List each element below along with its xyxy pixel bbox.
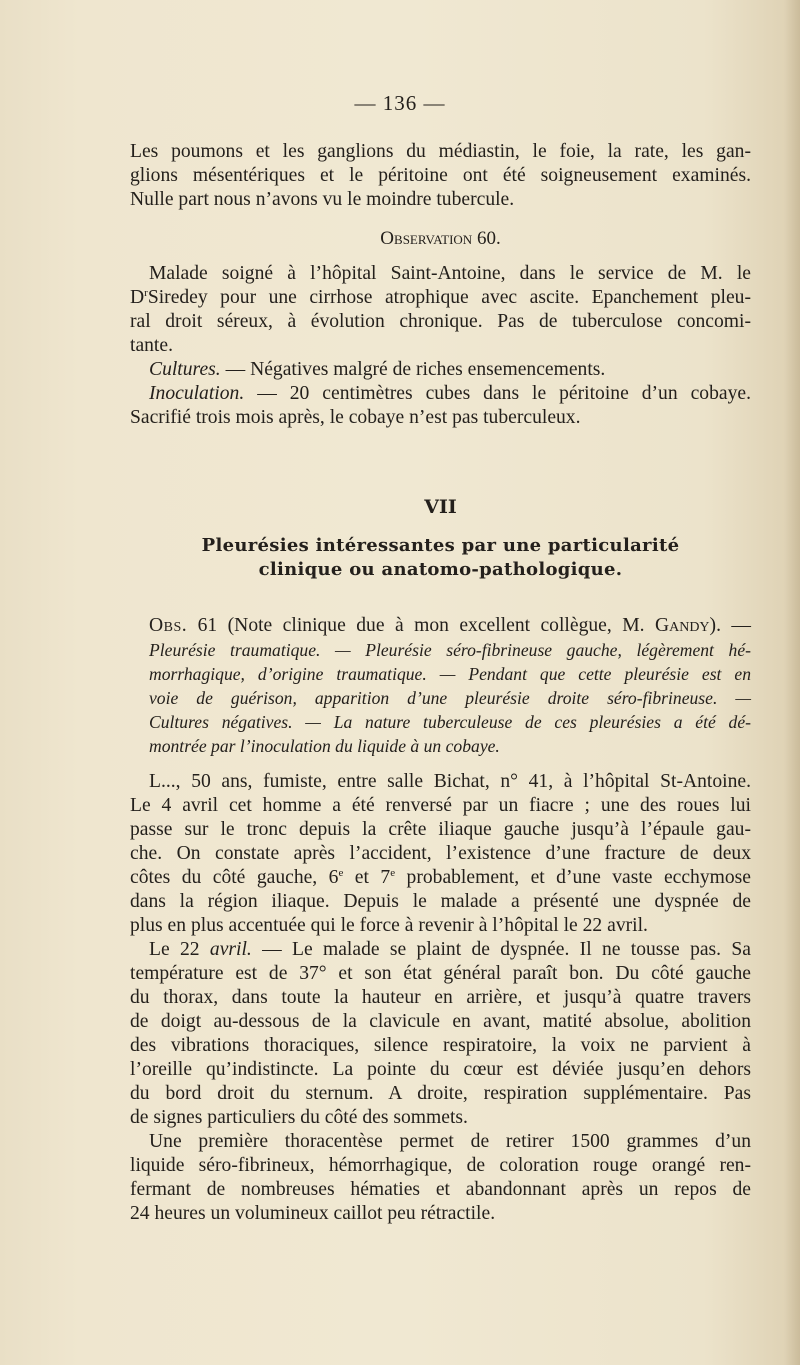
obs61-head-line xyxy=(130,614,751,638)
text-line: L..., 50 ans, fumiste, entre salle Bichat, n° 41, à l’hôpital St-Antoine. xyxy=(149,771,751,792)
paragraph-autopsy xyxy=(130,140,751,212)
text-line: 24 heures un volumineux caillot peu rétractile. xyxy=(130,1203,496,1224)
text-line xyxy=(130,866,751,890)
text-fragment: côtes du côté gauche, 6 xyxy=(130,867,339,888)
text-line: du thorax, dans toute la hauteur en arrière, et jusqu’à quatre travers xyxy=(130,987,751,1008)
case-body xyxy=(130,770,751,1226)
section-title-line: clinique ou anatomo-pathologique. xyxy=(258,559,623,580)
dr-abbrev: D xyxy=(130,287,145,308)
observation-61-header xyxy=(130,614,751,758)
ordinal-sup: e xyxy=(338,867,344,879)
text-line: Les poumons et les ganglions du médiastin, le foie, la rate, les gan- xyxy=(130,141,751,162)
page-edge-shadow xyxy=(784,0,800,1365)
text-line: Le 4 avril cet homme a été renversé par un fiacre ; une des roues lui xyxy=(130,795,751,816)
text-line: de doigt au-dessous de la clavicule en avant, matité absolue, abolition xyxy=(130,1011,751,1032)
text-line: ral droit séreux, à évolution chronique. Pas de tuberculose concomi- xyxy=(130,311,751,332)
text-line: Nulle part nous n’avons vu le moindre tubercule. xyxy=(130,189,515,210)
text-line: liquide séro-fibrineux, hémorrhagique, de coloration rouge orangé ren- xyxy=(130,1155,751,1176)
obs-label: Obs. xyxy=(149,615,188,636)
summary-line: Cultures négatives. — La nature tuberculeuse de ces pleurésies a été dé- xyxy=(149,712,751,732)
cultures-line xyxy=(130,358,751,382)
text-line: plus en plus accentuée qui le force à revenir à l’hôpital le 22 avril. xyxy=(130,915,648,936)
section-title-line: Pleurésies intéressantes par une particularité xyxy=(201,535,680,556)
author-name: Gandy xyxy=(654,615,710,636)
text-line: tante. xyxy=(130,335,173,356)
text-line: Une première thoracentèse permet de retirer 1500 grammes d’un xyxy=(149,1131,751,1152)
text-line: des vibrations thoraciques, silence respiratoire, la voix ne parvient à xyxy=(130,1035,751,1056)
text-line xyxy=(130,938,751,962)
text-fragment: Le 22 xyxy=(149,939,210,960)
text-fragment: probablement, et d’une vaste ecchymose xyxy=(395,867,751,888)
section-number: VII xyxy=(424,496,457,518)
text-line: passe sur le tronc depuis la crête iliaque gauche jusqu’à l’épaule gau- xyxy=(130,819,751,840)
obs61-head-text: 61 (Note clinique due à mon excellent collègue, M. xyxy=(187,615,655,636)
date-italic: avril. xyxy=(209,939,252,960)
text-line: du bord droit du sternum. A droite, respiration supplémentaire. Pas xyxy=(130,1083,751,1104)
text-line xyxy=(130,286,751,310)
summary-line: montrée par l’inoculation du liquide à un cobaye. xyxy=(149,736,500,756)
cultures-text: — Négatives malgré de riches ensemencements. xyxy=(220,359,606,380)
summary-line: morrhagique, d’origine traumatique. — Pendant que cette pleurésie est en xyxy=(149,664,751,684)
summary-line: voie de guérison, apparition d’une pleurésie droite séro-fibrineuse. — xyxy=(149,688,751,708)
text-line: de signes particuliers du côté des sommets. xyxy=(130,1107,468,1128)
inoculation-label: Inoculation. xyxy=(149,383,245,404)
section-title xyxy=(130,534,751,582)
inoculation-text: — 20 centimètres cubes dans le péritoine d’un cobaye. xyxy=(244,383,751,404)
observation-60-text xyxy=(130,262,751,430)
text-fragment: — Le malade se plaint de dyspnée. Il ne tousse pas. Sa xyxy=(251,939,751,960)
dr-sup: r xyxy=(144,287,148,299)
text-fragment: et 7 xyxy=(343,867,391,888)
obs61-head-end: ). — xyxy=(709,615,751,636)
text-line: che. On constate après l’accident, l’existence d’une fracture de deux xyxy=(130,843,751,864)
text-line: température est de 37° et son état général paraît bon. Du côté gauche xyxy=(130,963,751,984)
text-line: dans la région iliaque. Depuis le malade a présenté une dyspnée de xyxy=(130,891,751,912)
inoculation-line xyxy=(130,382,751,406)
text-line: Sacrifié trois mois après, le cobaye n’est pas tuberculeux. xyxy=(130,407,581,428)
observation-60-heading: Observation 60. xyxy=(380,228,501,249)
text-line: Malade soigné à l’hôpital Saint-Antoine, dans le service de M. le xyxy=(149,263,751,284)
cultures-label: Cultures. xyxy=(149,359,221,380)
summary-line: Pleurésie traumatique. — Pleurésie séro-fibrineuse gauche, légèrement hé- xyxy=(149,640,751,660)
ordinal-sup: e xyxy=(390,867,396,879)
text-fragment: Siredey pour une cirrhose atrophique avec ascite. Epanchement pleu- xyxy=(147,287,751,308)
text-line: fermant de nombreuses hématies et abandonnant après un repos de xyxy=(130,1179,751,1200)
page-number: — 136 — xyxy=(354,91,446,115)
text-line: l’oreille qu’indistincte. La pointe du cœur est déviée jusqu’en dehors xyxy=(130,1059,751,1080)
text-line: glions mésentériques et le péritoine ont été soigneusement examinés. xyxy=(130,165,751,186)
